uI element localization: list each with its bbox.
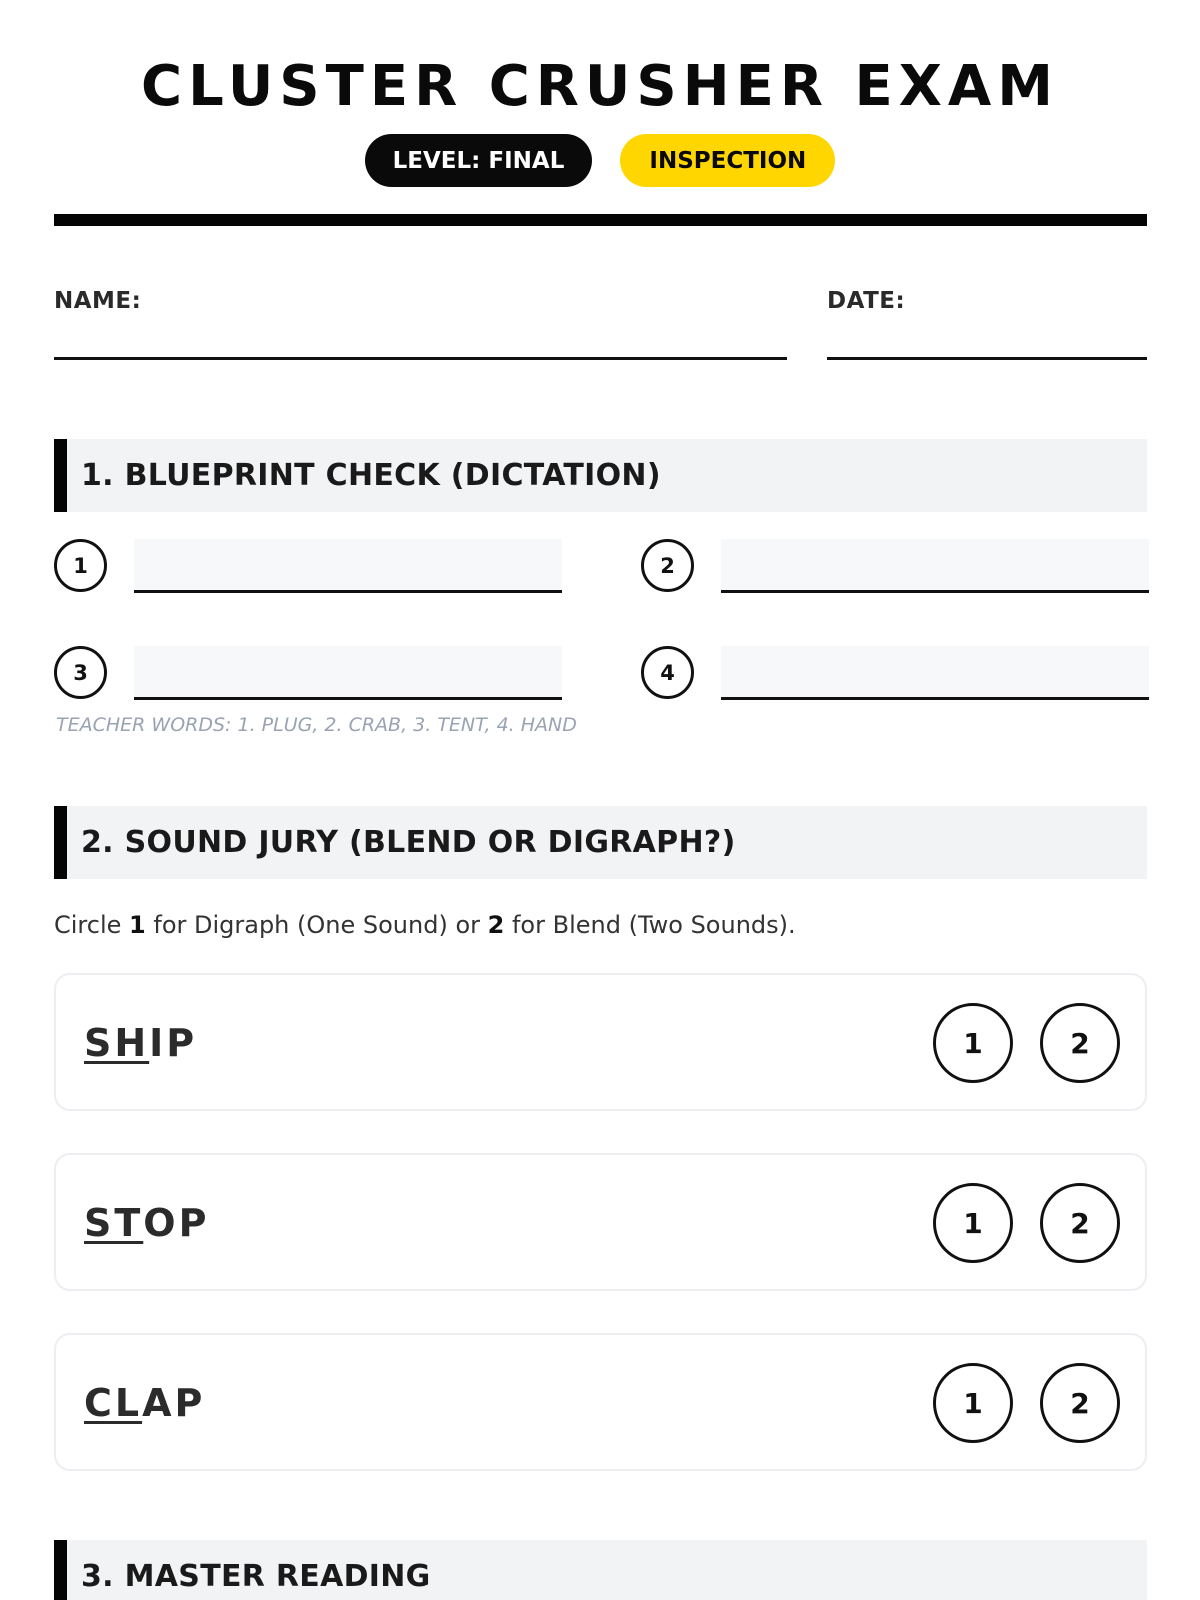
badge-row xyxy=(0,134,1200,187)
level-badge: LEVEL: FINAL xyxy=(365,134,593,187)
dictation-number-2: 2 xyxy=(641,539,694,592)
dictation-number-3: 3 xyxy=(54,646,107,699)
dictation-number-4: 4 xyxy=(641,646,694,699)
choice-1-button[interactable]: 1 xyxy=(933,1003,1013,1083)
section-2-header: 2. SOUND JURY (BLEND OR DIGRAPH?) xyxy=(54,806,1147,879)
teacher-words-note: TEACHER WORDS: 1. PLUG, 2. CRAB, 3. TENT, 4. HAND xyxy=(56,714,577,736)
header-divider xyxy=(54,214,1147,226)
choice-1-button[interactable]: 1 xyxy=(933,1183,1013,1263)
word-card-ship xyxy=(54,973,1147,1111)
dictation-number-1: 1 xyxy=(54,539,107,592)
dictation-answer-2[interactable] xyxy=(721,539,1149,593)
section-1-header: 1. BLUEPRINT CHECK (DICTATION) xyxy=(54,439,1147,512)
exam-title: CLUSTER CRUSHER EXAM xyxy=(141,54,1059,119)
choice-2-button[interactable]: 2 xyxy=(1040,1003,1120,1083)
date-label: DATE: xyxy=(827,288,906,314)
word-stop: STOP xyxy=(84,1201,210,1245)
section-3-header: 3. MASTER READING xyxy=(54,1540,1147,1600)
choice-1-button[interactable]: 1 xyxy=(933,1363,1013,1443)
word-card-clap xyxy=(54,1333,1147,1471)
word-card-stop xyxy=(54,1153,1147,1291)
word-ship: SHIP xyxy=(84,1021,198,1065)
choice-2-button[interactable]: 2 xyxy=(1040,1363,1120,1443)
date-field[interactable] xyxy=(827,357,1147,360)
dictation-answer-3[interactable] xyxy=(134,646,562,700)
name-label: NAME: xyxy=(54,288,142,314)
sound-jury-instruction: Circle 1 for Digraph (One Sound) or 2 for Blend (Two Sounds). xyxy=(54,911,796,939)
dictation-answer-1[interactable] xyxy=(134,539,562,593)
inspection-badge: INSPECTION xyxy=(620,134,835,187)
choice-2-button[interactable]: 2 xyxy=(1040,1183,1120,1263)
word-clap: CLAP xyxy=(84,1381,206,1425)
dictation-answer-4[interactable] xyxy=(721,646,1149,700)
name-field[interactable] xyxy=(54,357,787,360)
